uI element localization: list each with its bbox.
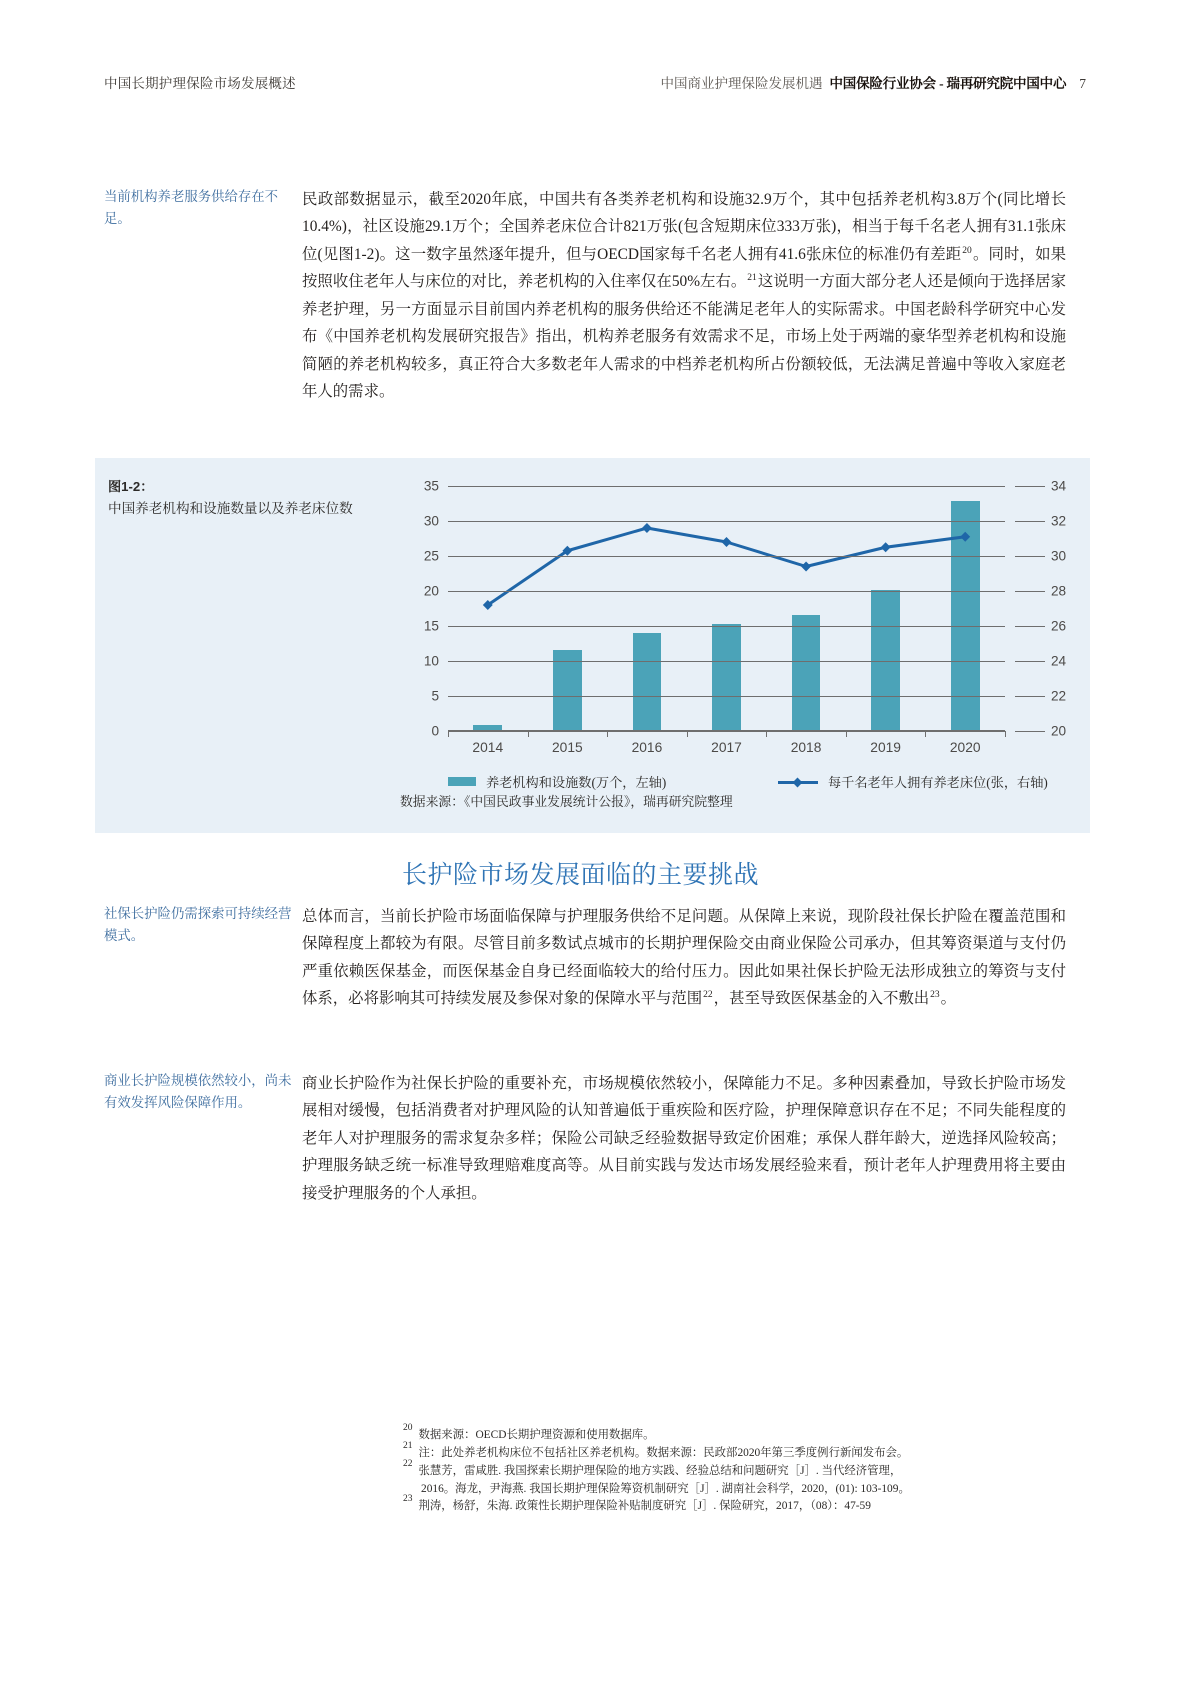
body-column-institutional-supply <box>302 186 1190 405</box>
header-right-group <box>661 72 1087 92</box>
chart-y-axis-left-tick: 0 <box>431 723 439 739</box>
paragraph-commercial-insurance: 商业长护险作为社保长护险的重要补充，市场规模依然较小，保障能力不足。多种因素叠加，导致长护险市场发展相对缓慢，包括消费者对护理风险的认知普遍低于重疾险和医疗险，护理保障意识存在不足；不同失能程度的老年人对护理服务的需求复杂多样；保险公司缺乏经验数据导致定价困难；承保人群年龄大，逆选择风险较高；护理服务缺乏统一标准导致理赔难度高等。从目前实践与发达市场发展经验来看，预计老年人护理费用将主要由接受护理服务的个人承担。 <box>302 1075 1066 1202</box>
footnote-21 <box>402 1440 1092 1462</box>
chart-y-axis-right-tick: 28 <box>1051 583 1067 599</box>
footnote-22-continuation: 2016。海龙，尹海燕. 我国长期护理保险筹资机制研究［J］. 湖南社会科学，2020，(01): 103-109。 <box>421 1482 910 1495</box>
margin-note-social-insurance <box>0 903 302 1013</box>
legend-label-bar: 养老机构和设施数(万个，左轴) <box>486 775 667 790</box>
chart-x-axis-labels <box>448 740 1005 760</box>
chart-y-axis-right-tickmark <box>1015 521 1045 522</box>
chart-y-axis-right-tick: 22 <box>1051 688 1067 704</box>
chart-y-axis-left-tick: 35 <box>423 478 439 494</box>
paragraph-part-b: 。同时，如果按照收住老年人与床位的对比，养老机构的入住率仅在50%左右。 <box>302 245 1066 291</box>
paragraph-social-insurance <box>302 903 1066 1013</box>
footnote-number: 21 <box>403 1440 413 1451</box>
chart-gridline <box>448 626 1005 627</box>
header-document-title: 中国商业护理保险发展机遇 <box>660 76 823 91</box>
chart-x-axis-label: 2014 <box>472 740 504 755</box>
chart-line-marker <box>801 562 811 572</box>
margin-note-commercial-insurance <box>0 1070 302 1207</box>
legend-item-line[interactable] <box>778 772 1048 791</box>
footnote-text: 数据来源：OECD长期护理资源和使用数据库。 <box>418 1429 655 1441</box>
content-band-social-insurance <box>0 903 1190 1013</box>
chart-y-axis-right-tickmark <box>1015 486 1045 487</box>
chart-x-axis-tickmark <box>766 731 767 737</box>
paragraph-part-a: 民政部数据显示，截至2020年底，中国共有各类养老机构和设施32.9万个，其中包括养老机构3.8万个(同比增长10.4%)，社区设施29.1万个；全国养老床位合计821万张(包含短期床位333万张)，相当于每千名老人拥有31.1张床位(见图1-2)。这一数字虽然逐年提升，但与OECD国家每千名老人拥有41.6张床位的标准仍有差距 <box>302 191 1066 263</box>
paragraph-part-a: 总体而言，当前长护险市场面临保障与护理服务供给不足问题。从保障上来说，现阶段社保长护险在覆盖范围和保障程度上都较为有限。尽管目前多数试点城市的长期护理保险交由商业保险公司承办，但其筹资渠道与支付仍严重依赖医保基金，而医保基金自身已经面临较大的给付压力。因此如果社保长护险无法形成独立的筹资与支付体系，必将影响其可持续发展及参保对象的保障水平与范围 <box>302 908 1066 1008</box>
chart-gridline <box>448 486 1005 487</box>
chart-y-axis-right-tick: 32 <box>1051 513 1067 529</box>
chart-y-axis-right-tickmark <box>1015 696 1045 697</box>
footnote-number: 22 <box>403 1458 413 1469</box>
footnote-text: 荆涛，杨舒，朱海. 政策性长期护理保险补贴制度研究［J］. 保险研究，2017，（08）：47-59 <box>418 1499 871 1512</box>
chart-y-axis-left-tick: 30 <box>423 513 439 529</box>
chart-area <box>400 472 1080 827</box>
footnote-22 <box>402 1458 1092 1480</box>
chart-line-marker <box>960 532 970 542</box>
figure-source-note: 数据来源：《中国民政事业发展统计公报》，瑞再研究院整理 <box>400 795 733 809</box>
body-column-social-insurance <box>302 903 1190 1013</box>
paragraph-institutional-supply <box>302 186 1066 405</box>
paragraph-part-c: 。 <box>940 990 957 1008</box>
chart-y-axis-right-tickmark <box>1015 626 1045 627</box>
legend-item-bar[interactable] <box>448 772 666 791</box>
paragraph-part-c: 这说明一方面大部分老人还是倾向于选择居家养老护理，另一方面显示目前国内养老机构的服务供给还不能满足老年人的实际需求。中国老龄科学研究中心发布《中国养老机构发展研究报告》指出，机构养老服务有效需求不足，市场上处于两端的豪华型养老机构和设施简陋的养老机构较多，真正符合大多数老年人需求的中档养老机构所占份额较低，无法满足普遍中等收入家庭老年人的需求。 <box>302 273 1066 400</box>
margin-note-text: 商业长护险规模依然较小，尚未有效发挥风险保障作用。 <box>104 1073 292 1110</box>
legend-swatch-line-icon <box>778 777 818 787</box>
footnotes-block <box>402 1423 1092 1515</box>
chart-x-axis-tickmark <box>1005 731 1006 737</box>
chart-line-marker <box>881 542 891 552</box>
chart-x-axis-tickmark <box>687 731 688 737</box>
margin-note-text: 社保长护险仍需探索可持续经营模式。 <box>104 906 292 943</box>
chart-y-axis-right-tickmark <box>1015 556 1045 557</box>
legend-label-line: 每千名老年人拥有养老床位(张，右轴) <box>828 775 1048 790</box>
chart-y-axis-left-tick: 5 <box>431 688 439 704</box>
chart-y-axis-left-tick: 25 <box>423 548 439 564</box>
chart-gridline <box>448 661 1005 662</box>
margin-note-institutional-supply <box>0 186 302 405</box>
chart-x-axis-label: 2020 <box>949 740 981 755</box>
footnote-number: 20 <box>403 1423 413 1433</box>
chart-y-axis-left-tick: 20 <box>423 583 439 599</box>
body-column-commercial-insurance <box>302 1070 1190 1207</box>
chart-y-axis-right-tickmark <box>1015 591 1045 592</box>
chart-x-axis-tickmark <box>607 731 608 737</box>
chart-x-axis-tickmark <box>846 731 847 737</box>
chart-x-axis-label: 2016 <box>631 740 663 755</box>
section-heading-challenges: 长护险市场发展面临的主要挑战 <box>402 862 760 889</box>
figure-1-2-container <box>95 458 1090 833</box>
footnote-20 <box>402 1423 1092 1444</box>
header-left-title: 中国长期护理保险市场发展概述 <box>104 76 296 91</box>
chart-x-axis-tickmark <box>925 731 926 737</box>
chart-gridline <box>448 521 1005 522</box>
chart-y-axis-right-tick: 26 <box>1051 618 1067 634</box>
footnote-text: 注：此处养老机构床位不包括社区养老机构。数据来源：民政部2020年第三季度例行新闻发布会。 <box>418 1446 909 1459</box>
footnote-ref-20[interactable]: 20 <box>962 245 972 256</box>
chart-y-axis-left-tick: 15 <box>423 618 439 634</box>
chart-y-axis-right-tick: 24 <box>1051 653 1067 669</box>
chart-gridline <box>448 591 1005 592</box>
chart-y-axis-right-tick: 20 <box>1051 723 1067 739</box>
page-running-header <box>104 72 1086 94</box>
page-number: 7 <box>1079 76 1086 91</box>
footnote-ref-22[interactable]: 22 <box>703 990 713 1001</box>
chart-y-axis-right-tick: 34 <box>1051 478 1067 494</box>
figure-number: 图1-2： <box>108 479 154 494</box>
chart-legend <box>448 772 1058 792</box>
chart-y-axis-right-tickmark <box>1015 731 1045 732</box>
legend-swatch-bar-icon <box>448 777 476 786</box>
margin-note-text: 当前机构养老服务供给存在不足。 <box>104 189 279 226</box>
chart-gridline <box>448 731 1005 732</box>
chart-line-series <box>448 486 1005 731</box>
chart-x-axis-label: 2015 <box>551 740 583 755</box>
chart-y-axis-right-tick: 30 <box>1051 548 1067 564</box>
chart-x-axis-label: 2017 <box>711 740 742 755</box>
footnote-23 <box>402 1493 1092 1515</box>
chart-x-axis-tickmark <box>528 731 529 737</box>
chart-gridline <box>448 556 1005 557</box>
chart-line-marker <box>642 523 652 533</box>
footnote-number: 23 <box>403 1493 413 1504</box>
content-band-institutional-supply <box>0 186 1190 405</box>
footnote-ref-21[interactable]: 21 <box>747 273 757 284</box>
chart-line-marker <box>722 537 732 547</box>
chart-x-axis-label: 2019 <box>870 740 901 755</box>
paragraph-part-b: ，甚至导致医保基金的入不敷出 <box>713 990 930 1008</box>
chart-plot-region <box>423 478 1067 739</box>
chart-y-axis-left-tick: 10 <box>423 653 439 669</box>
chart-x-axis-label: 2018 <box>790 740 822 755</box>
figure-title: 中国养老机构和设施数量以及养老床位数 <box>108 501 353 517</box>
footnote-text: 张慧芳，雷咸胜. 我国探索长期护理保险的地方实践、经验总结和问题研究［J］. 当代经济管理， <box>418 1464 902 1477</box>
chart-x-axis-tickmark <box>448 731 449 737</box>
footnote-ref-23[interactable]: 23 <box>930 990 940 1001</box>
content-band-commercial-insurance <box>0 1070 1190 1207</box>
header-organization: 中国保险行业协会 - 瑞再研究院中国中心 <box>829 76 1067 91</box>
chart-gridline <box>448 696 1005 697</box>
figure-caption <box>108 477 376 520</box>
chart-y-axis-right-tickmark <box>1015 661 1045 662</box>
